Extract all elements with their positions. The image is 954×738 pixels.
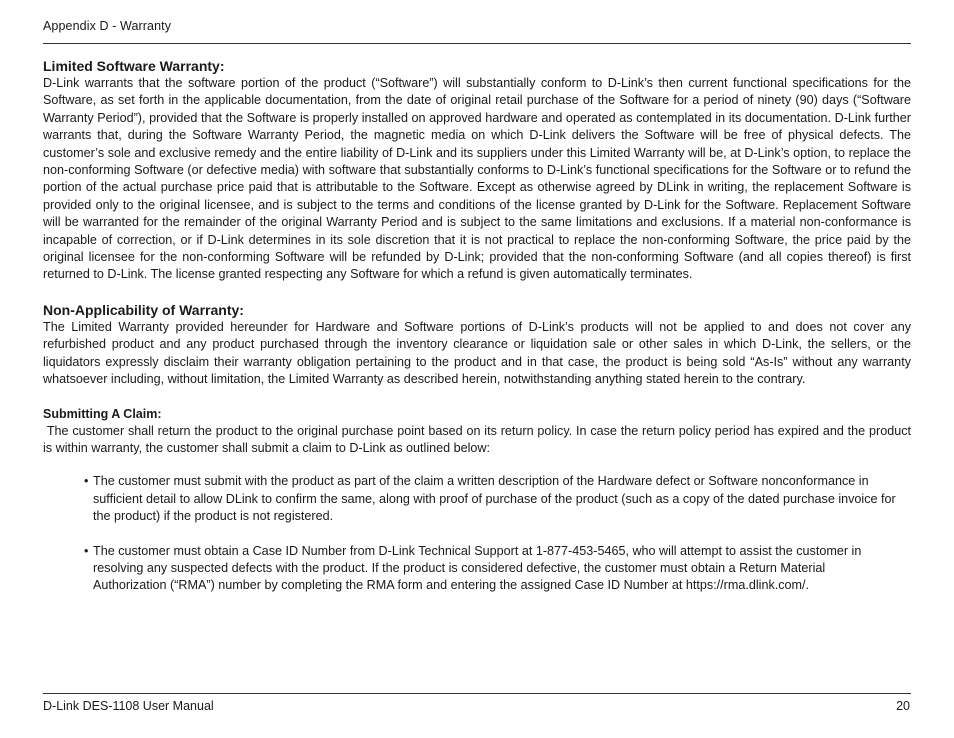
section-body: The customer shall return the product to the original purchase point based on its return policy. In case the return policy period has expired and the product is within warranty, the customer shall submit a claim to D-Link as outlined below:: [43, 423, 915, 455]
bullet-icon: •: [84, 543, 89, 558]
footer-divider: [43, 693, 911, 694]
header-divider: [43, 43, 911, 44]
header-section-title: Appendix D - Warranty: [43, 19, 172, 33]
section-limited-software-warranty: [43, 58, 911, 284]
section-heading: Limited Software Warranty:: [43, 58, 225, 74]
section-non-applicability: [43, 302, 911, 389]
section-submitting-claim: [43, 406, 915, 595]
bullet-icon: •: [84, 474, 89, 489]
page-content: [43, 58, 915, 612]
section-heading: Submitting A Claim:: [43, 406, 162, 421]
section-body: The Limited Warranty provided hereunder for Hardware and Software portions of D-Link’s products will not be applied to and does not cover any refurbished product and any product purchased through the inventory clearance or liquidation sale or other sales in which D-Link, the sellers, or the liquidators expressly disclaim their warranty obligation pertaining to the product and in that case, the product is being sold “As-Is” without any warranty whatsoever including, without limitation, the Limited Warranty as described herein, notwithstanding anything stated herein to the contrary.: [43, 319, 911, 387]
section-body: D-Link warrants that the software portion of the product (“Software”) will substantially conform to D-Link’s then current functional specifications for the Software, as set forth in the applicable documentation, from the date of original retail purchase of the Software for a period of ninety (90) days (“Software Warranty Period”), provided that the Software is properly installed on approved hardware and operated as contemplated in its documentation. D-Link further warrants that, during the Software Warranty Period, the magnetic media on which D-Link delivers the Software will be free of physical defects. The customer’s sole and exclusive remedy and the entire liability of D-Link and its suppliers under this Limited Warranty will be, at D-Link’s option, to replace the non-conforming Software (or defective media) with software that substantially conforms to D-Link’s functional specifications for the Software or to refund the portion of the actual purchase price paid that is attributable to the Software. Except as otherwise agreed by DLink in writing, the replacement Software is provided only to the original licensee, and is subject to the terms and conditions of the license granted by D-Link for the Software. Replacement Software will be warranted for the remainder of the original Warranty Period and is subject to the same limitations and exclusions. If a material non-conformance is incapable of correction, or if D-Link determines in its sole discretion that it is not practical to replace the non-conforming Software, the price paid by the original licensee for the non-conforming Software will be refunded by D-Link; provided that the non-conforming Software (and all copies thereof) is first returned to D-Link. The license granted respecting any Software for which a refund is given automatically terminates.: [43, 76, 911, 282]
list-item-text: The customer must obtain a Case ID Number from D-Link Technical Support at 1-877-453-5465, who will attempt to assist the customer in resolving any suspected defects with the product. If the product is considered defective, the customer must obtain a Return Material Authorization (“RMA”) number by completing the RMA form and entering the assigned Case ID Number at https://rma.dlink.com/.: [93, 543, 862, 593]
list-item: [84, 543, 901, 595]
page-number: 20: [896, 699, 910, 713]
list-item: [84, 473, 901, 525]
claim-steps-list: [84, 473, 901, 594]
list-item-text: The customer must submit with the product as part of the claim a written description of the Hardware defect or Software nonconformance in sufficient detail to allow DLink to confirm the same, along with proof of purchase of the product (such as a copy of the dated purchase invoice for the product) if the product is not registered.: [93, 474, 896, 524]
footer-manual-title: D-Link DES-1108 User Manual: [43, 699, 214, 713]
section-heading: Non-Applicability of Warranty:: [43, 301, 244, 318]
